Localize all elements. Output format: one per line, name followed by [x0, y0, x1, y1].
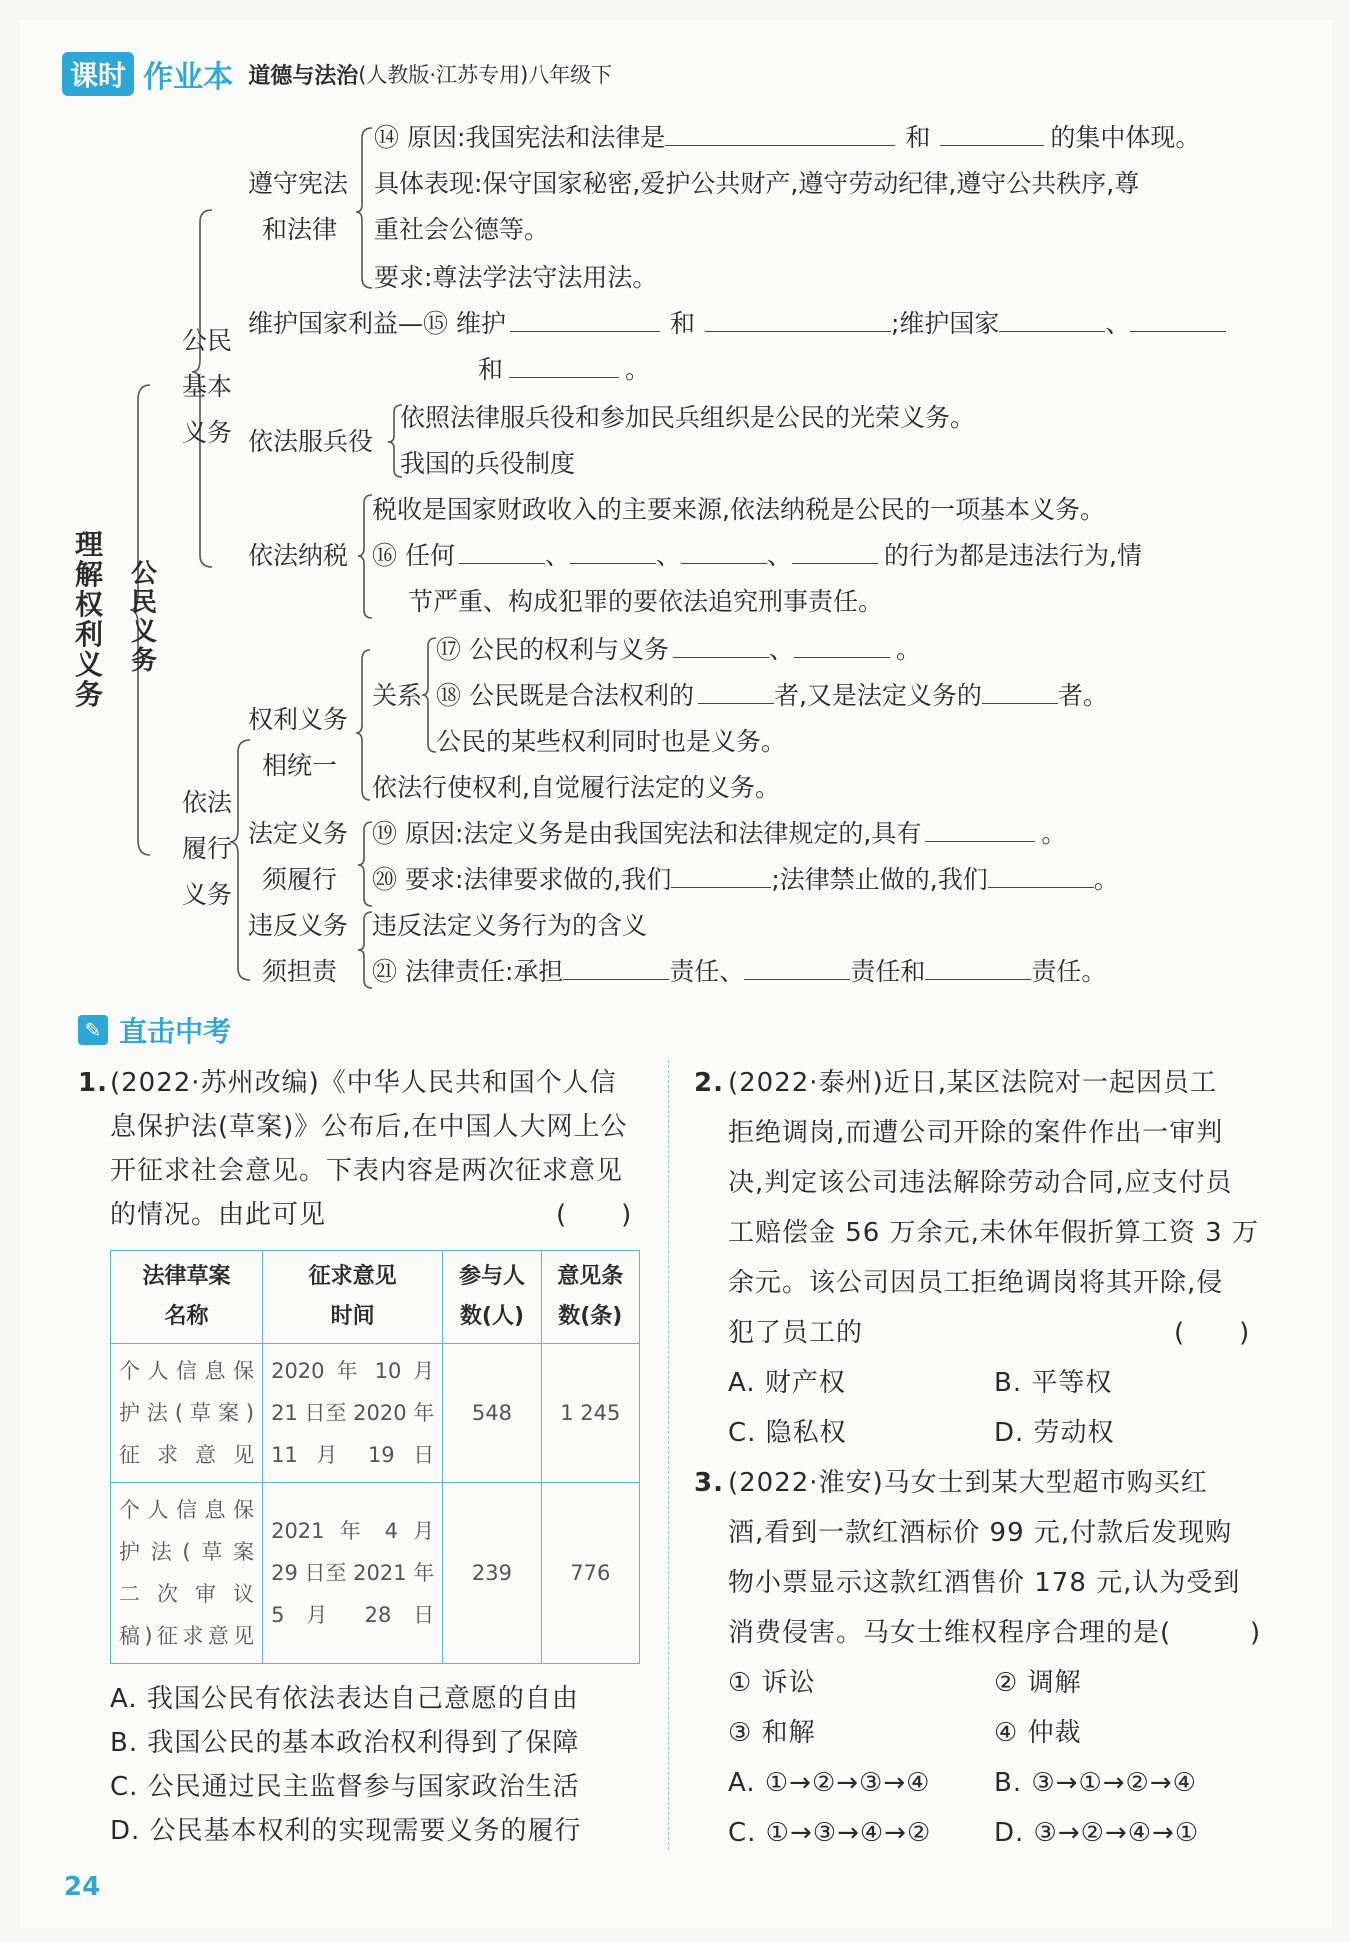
cell-text: 11 月 19 日 [271, 1443, 435, 1467]
q1-number: 1. [78, 1068, 108, 1098]
q3-line-2: 酒,看到一款红酒标价 99 元,付款后发现购 [728, 1518, 1233, 1548]
cell-text: 21 日至 2020 年 [271, 1401, 435, 1425]
table-cell: 1 245 [541, 1344, 639, 1483]
national-end: 。 [625, 355, 651, 384]
national-and-text: 和 [669, 309, 695, 338]
violate-item-2-c: 责任和 [850, 957, 926, 986]
military-item-1: 依照法律服兵役和参加民兵组织是公民的光荣义务。 [400, 403, 976, 432]
tax-sep: 、 [766, 541, 792, 570]
relation-item-1 [436, 634, 921, 666]
blank [988, 865, 1094, 888]
violate-label-2: 须担责 [262, 957, 338, 986]
q3-line-1: (2022·淮安)马女士到某大型超市购买红 [728, 1468, 1208, 1498]
th-text: 法律草案 [142, 1264, 231, 1289]
blank [459, 541, 545, 564]
relation-item-1-text: ⑰ 公民的权利与义务 [436, 635, 669, 664]
relation-item-2-b: 者,又是法定义务的 [773, 681, 982, 710]
table-header [541, 1251, 639, 1344]
observe-detail-1: 具体表现:保守国家秘密,爱护公共财产,遵守劳动纪律,遵守公共秩序,尊 [374, 169, 1140, 198]
blank [940, 123, 1044, 146]
blank [792, 541, 878, 564]
national-and-2: 和 [478, 355, 504, 384]
must-item-2-a: ⑳ 要求:法律要求做的,我们 [372, 865, 672, 894]
q2-line-6: 犯了员工的 [728, 1318, 864, 1348]
table-cell: 776 [541, 1483, 639, 1664]
observe-label-2: 和法律 [262, 215, 338, 244]
q3-option-d[interactable]: D. ③→②→④→① [994, 1818, 1200, 1848]
q3-option-a[interactable]: A. ①→②→③→④ [728, 1768, 931, 1798]
q3-item-1: ① 诉讼 [728, 1668, 816, 1698]
q3-line-3: 物小票显示这款红酒售价 178 元,认为受到 [728, 1568, 1241, 1598]
th-text: 时间 [330, 1304, 375, 1329]
table-header [111, 1251, 263, 1344]
relation-item-2 [436, 680, 1108, 712]
q3-option-c[interactable]: C. ①→③→④→② [728, 1818, 932, 1848]
blank [925, 819, 1035, 842]
q1-option-a[interactable]: A. 我国公民有依法表达自己意愿的自由 [110, 1684, 579, 1714]
th-text: 征求意见 [308, 1264, 397, 1289]
violate-item-1: 违反法定义务行为的含义 [372, 911, 648, 940]
table-cell [263, 1344, 443, 1483]
basic-duties-text: 公民基本义务 [182, 326, 233, 447]
national-interest-line [248, 308, 1226, 340]
fulfill-duties-label [182, 780, 238, 918]
table-header [443, 1251, 541, 1344]
blank [673, 635, 769, 658]
q2-option-b[interactable]: B. 平等权 [994, 1368, 1113, 1398]
th-text: 数(人) [459, 1304, 525, 1329]
tax-item-2-start: ⑯ 任何 [372, 541, 455, 570]
blank [509, 355, 619, 378]
violate-item-2-b: 责任、 [669, 957, 745, 986]
q1-option-d[interactable]: D. 公民基本权利的实现需要义务的履行 [110, 1816, 582, 1846]
brand-logo: 课时 [62, 52, 134, 96]
q2-line-4: 工赔偿金 56 万余元,未休年假折算工资 3 万 [728, 1218, 1259, 1248]
section-title: 直击中考 [119, 1015, 232, 1048]
must-item-2-c: 。 [1093, 865, 1119, 894]
relation-item-2-c: 者。 [1057, 681, 1108, 710]
blank [705, 309, 891, 332]
blank [1130, 309, 1226, 332]
unity-label-1: 权利义务 [248, 705, 349, 734]
cell-text: 征求意见 [119, 1443, 255, 1467]
tax-label: 依法纳税 [248, 541, 349, 570]
observe-reason [374, 122, 1200, 154]
national-interest-label: 维护国家利益—⑮ 维护 [248, 309, 506, 338]
table-cell [111, 1483, 263, 1664]
national-interest-line-2 [478, 354, 650, 386]
q1-line-3: 开征求社会意见。下表内容是两次征求意见 [110, 1156, 624, 1186]
must-item-2-b: ;法律禁止做的,我们 [771, 865, 988, 894]
cell-text: 护法(草案 [119, 1540, 255, 1564]
blank [698, 681, 774, 704]
must-item-1-end: 。 [1041, 819, 1067, 848]
violate-item-2 [372, 956, 1106, 988]
cell-text: 29 日至 2021 年 [271, 1561, 435, 1585]
brand-name: 作业本 [143, 60, 234, 95]
relation-item-2-a: ⑱ 公民既是合法权利的 [436, 681, 694, 710]
tax-sep: 、 [544, 541, 570, 570]
q2-answer-paren: ( ) [1174, 1318, 1251, 1348]
relation-label: 关系 [372, 681, 423, 710]
observe-detail-2: 重社会公德等。 [374, 215, 550, 244]
table-header [263, 1251, 443, 1344]
observe-label-1: 遵守宪法 [248, 169, 349, 198]
must-label-1: 法定义务 [248, 819, 349, 848]
q1-option-b[interactable]: B. 我国公民的基本政治权利得到了保障 [110, 1728, 580, 1758]
q3-number: 3. [694, 1468, 724, 1498]
tax-item-2-end: 的行为都是违法行为,情 [884, 541, 1142, 570]
th-text: 参与人 [458, 1264, 525, 1289]
q2-number: 2. [694, 1068, 724, 1098]
q2-line-3: 决,判定该公司违法解除劳动合同,应支付员 [728, 1168, 1233, 1198]
blank [744, 957, 850, 980]
table-cell: 239 [443, 1483, 541, 1664]
q2-line-5: 余元。该公司因员工拒绝调岗将其开除,侵 [728, 1268, 1224, 1298]
must-item-2 [372, 864, 1119, 896]
mindmap-root-label: 理解权利义务 [74, 528, 103, 711]
q1-answer-paren: ( ) [556, 1200, 633, 1230]
cell-text: 5 月 28 日 [271, 1603, 435, 1627]
fulfill-duties-text: 依法履行义务 [182, 788, 233, 909]
tax-item-1: 税收是国家财政收入的主要来源,依法纳税是公民的一项基本义务。 [372, 495, 1105, 524]
observe-reason-text: ⑭ 原因:我国宪法和法律是 [374, 123, 666, 152]
q1-option-c[interactable]: C. 公民通过民主监督参与国家政治生活 [110, 1772, 580, 1802]
must-item-1-text: ⑲ 原因:法定义务是由我国宪法和法律规定的,具有 [372, 819, 922, 848]
military-label: 依法服兵役 [248, 427, 374, 456]
mindmap-branch-label: 公民义务 [130, 559, 157, 676]
cell-text: 稿)征求意见 [119, 1624, 255, 1648]
unity-item-4: 依法行使权利,自觉履行法定的义务。 [372, 773, 780, 802]
edition-text: (人教版·江苏专用)八年级下 [358, 63, 613, 87]
q3-item-3: ③ 和解 [728, 1718, 816, 1748]
basic-duties-label [182, 318, 238, 456]
q2-line-2: 拒绝调岗,而遭公司开除的案件作出一审判 [728, 1118, 1224, 1148]
cell-text: 2020 年 10 月 [271, 1359, 435, 1383]
relation-sep: 、 [768, 635, 794, 664]
page-number: 24 [64, 1872, 101, 1902]
section-header [78, 1010, 231, 1050]
observe-end-text: 的集中体现。 [1050, 123, 1201, 152]
pencil-icon: ✎ [78, 1015, 108, 1045]
observe-and-text: 和 [905, 123, 931, 152]
blank [681, 541, 767, 564]
table-cell: 548 [443, 1344, 541, 1483]
q1-table [110, 1250, 640, 1664]
cell-text: 个人信息保 [119, 1498, 255, 1522]
th-text: 数(条) [558, 1304, 623, 1329]
violate-item-2-d: 责任。 [1031, 957, 1107, 986]
tax-item-2 [372, 540, 1142, 572]
subject-title: 道德与法治 [248, 63, 359, 89]
th-text: 名称 [164, 1304, 209, 1329]
q3-answer-paren-end: ) [1250, 1618, 1262, 1648]
blank [510, 309, 660, 332]
blank [794, 635, 890, 658]
blank [999, 309, 1105, 332]
cell-text: 护法(草案) [119, 1401, 255, 1425]
unity-label-2: 相统一 [262, 751, 338, 780]
table-cell [111, 1344, 263, 1483]
relation-item-3: 公民的某些权利同时也是义务。 [436, 727, 787, 756]
national-sep: 、 [1105, 309, 1131, 338]
cell-text: 个人信息保 [119, 1359, 255, 1383]
violate-item-2-a: ㉑ 法律责任:承担 [372, 957, 564, 986]
blank [665, 123, 895, 146]
blank [671, 865, 771, 888]
blank [563, 957, 669, 980]
tax-item-3: 节严重、构成犯罪的要依法追究刑事责任。 [408, 587, 884, 616]
must-label-2: 须履行 [262, 865, 338, 894]
must-item-1 [372, 818, 1066, 850]
relation-end: 。 [895, 635, 921, 664]
military-item-2: 我国的兵役制度 [400, 449, 576, 478]
th-text: 意见条 [557, 1264, 624, 1289]
q2-option-a[interactable]: A. 财产权 [728, 1368, 846, 1398]
national-country-text: ;维护国家 [890, 309, 1000, 338]
cell-text: 2021 年 4 月 [271, 1519, 435, 1543]
q2-line-1: (2022·泰州)近日,某区法院对一起因员工 [728, 1068, 1217, 1098]
q1-line-1: (2022·苏州改编)《中华人民共和国个人信 [110, 1068, 617, 1098]
observe-requirement: 要求:尊法学法守法用法。 [374, 263, 658, 292]
q1-line-2: 息保护法(草案)》公布后,在中国人大网上公 [110, 1112, 628, 1142]
q3-option-b[interactable]: B. ③→①→②→④ [994, 1768, 1197, 1798]
q3-item-2: ② 调解 [994, 1668, 1082, 1698]
blank [570, 541, 656, 564]
table-cell [263, 1483, 443, 1664]
blank [982, 681, 1058, 704]
q3-line-4: 消费侵害。马女士维权程序合理的是( [728, 1618, 1172, 1648]
q1-line-4: 的情况。由此可见 [110, 1200, 327, 1230]
violate-label-1: 违反义务 [248, 911, 349, 940]
blank [925, 957, 1031, 980]
cell-text: 二次审议 [119, 1582, 255, 1606]
column-divider [668, 1060, 669, 1850]
table-header-row [111, 1251, 640, 1344]
q2-option-c[interactable]: C. 隐私权 [728, 1418, 847, 1448]
q2-option-d[interactable]: D. 劳动权 [994, 1418, 1115, 1448]
q3-item-4: ④ 仲裁 [994, 1718, 1082, 1748]
table-row [111, 1344, 640, 1483]
table-row [111, 1483, 640, 1664]
tax-sep: 、 [655, 541, 681, 570]
